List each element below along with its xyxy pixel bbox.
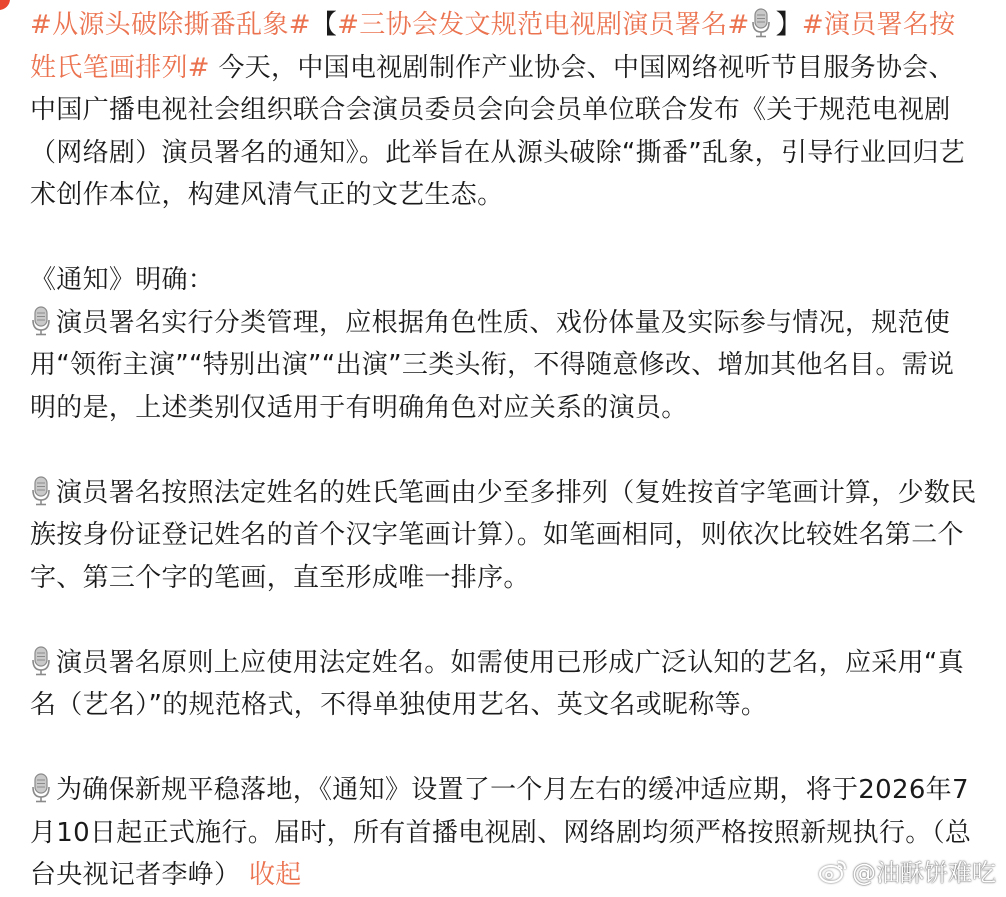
microphone-icon [30, 646, 52, 676]
weibo-post-body [30, 4, 980, 897]
watermark-text: @油酥饼难吃 [852, 859, 996, 887]
microphone-icon [30, 306, 52, 336]
post-intro [30, 4, 980, 217]
point-3 [30, 642, 980, 727]
point-4-text: 为确保新规平稳落地，《通知》设置了一个月左右的缓冲适应期，将于2026年7月10日起正式施行。届时，所有首播电视剧、网络剧均须严格按照新规执行。（总台央视记者李峥） [30, 775, 972, 890]
weibo-watermark [818, 853, 996, 888]
point-1 [30, 302, 980, 430]
weibo-logo-icon [818, 858, 848, 884]
point-2 [30, 472, 980, 600]
point-3-text: 演员署名原则上应使用法定姓名。如需使用已形成广泛认知的艺名，应采用“真名（艺名）”的规范格式，不得单独使用艺名、英文名或昵称等。 [30, 647, 964, 720]
topic-link-stroke-order[interactable]: #演员署名按姓氏笔画排列# [30, 10, 956, 83]
microphone-icon [750, 8, 772, 38]
microphone-icon [30, 476, 52, 506]
topic-link-source-chaos[interactable]: #从源头破除撕番乱象# [30, 10, 311, 40]
intro-text: 今天，中国电视剧制作产业协会、中国网络视听节目服务协会、中国广播电视社会组织联合会演员委员会向会员单位联合发布《关于规范电视剧（网络剧）演员署名的通知》。此举旨在从源头破除“撕番”乱象，引导行业回归艺术创作本位，构建风清气正的文艺生态。 [30, 52, 966, 210]
notice-heading: 《通知》明确： [30, 265, 215, 295]
microphone-icon [30, 773, 52, 803]
bracket-open: 【 [310, 10, 338, 40]
topic-link-three-associations[interactable]: #三协会发文规范电视剧演员署名# [337, 10, 750, 40]
point-1-text: 演员署名实行分类管理，应根据角色性质、戏份体量及实际参与情况，规范使用“领衔主演”“特别出演”“出演”三类头衔，不得随意修改、增加其他名目。需说明的是，上述类别仅适用于有明确角色对应关系的演员。 [30, 307, 955, 423]
point-2-text: 演员署名按照法定姓名的姓氏笔画由少至多排列（复姓按首字笔画计算，少数民族按身份证登记姓名的首个汉字笔画计算）。如笔画相同，则依次比较姓名第二个字、第三个字的笔画，直至形成唯一排序。 [30, 477, 977, 593]
bracket-close: 】 [775, 10, 802, 40]
corner-badge [0, 0, 10, 10]
collapse-link[interactable]: 收起 [248, 860, 302, 890]
